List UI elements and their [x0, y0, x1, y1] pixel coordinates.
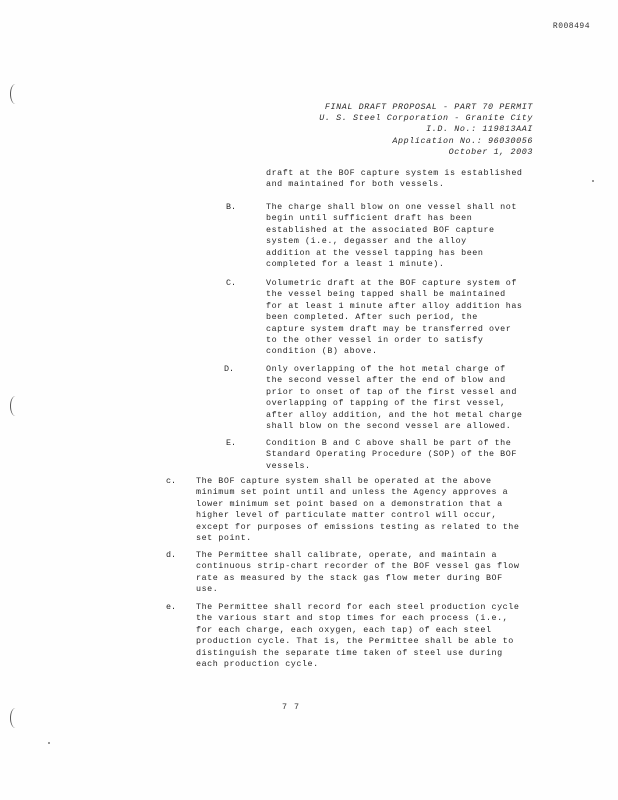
item-line: begin until sufficient draft has been: [266, 213, 473, 224]
main-item-line: set point.: [196, 533, 252, 544]
bates-number: R008494: [552, 22, 590, 31]
main-item-line: continuous strip-chart recorder of the BOF vessel gas flow: [196, 561, 520, 572]
main-item-c-paragraph: [196, 476, 526, 544]
item-line: shall blow on the second vessel are allowed.: [266, 421, 512, 432]
item-line: Only overlapping of the hot metal charge of: [266, 364, 506, 374]
item-line: The charge shall blow on one vessel shall not: [266, 202, 517, 212]
item-line: capture system draft may be transferred over: [266, 323, 512, 334]
item-line: for at least 1 minute after alloy addition has: [266, 300, 523, 311]
intro-line: and maintained for both vessels.: [266, 179, 445, 190]
main-item-line: lower minimum set point based on a demonstration that a: [196, 498, 503, 509]
header-line-5: October 1, 2003: [448, 146, 533, 157]
intro-paragraph: [266, 168, 534, 191]
main-item-line: the various start and stop times for each process (i.e.,: [196, 613, 509, 624]
main-item-line: The Permittee shall record for each steel production cycle: [196, 602, 520, 612]
intro-line: draft at the BOF capture system is established: [266, 168, 523, 178]
item-e-paragraph: [266, 438, 534, 472]
item-line: Volumetric draft at the BOF capture system of: [266, 278, 517, 288]
punch-hole-bottom: [10, 708, 21, 728]
permit-header: [319, 102, 533, 158]
header-line-1: FINAL DRAFT PROPOSAL - PART 70 PERMIT: [324, 102, 533, 112]
item-line: Condition B and C above shall be part of the: [266, 438, 512, 448]
item-line: after alloy addition, and the hot metal charge: [266, 409, 523, 420]
header-line-4: Application No.: 96030056: [392, 135, 533, 146]
header-line-3: I.D. No.: 119813AAI: [426, 124, 533, 135]
scan-speck: [48, 742, 50, 744]
item-marker-e: E.: [226, 438, 237, 448]
main-item-marker-e: e.: [166, 602, 177, 612]
main-item-d-paragraph: [196, 550, 526, 596]
main-item-line: The Permittee shall calibrate, operate, and maintain a: [196, 550, 498, 560]
main-item-marker-d: d.: [166, 550, 177, 560]
item-line: system (i.e., degasser and the alloy: [266, 236, 467, 247]
item-marker-c: C.: [226, 278, 237, 288]
item-line: addition at the vessel tapping has been: [266, 247, 484, 258]
header-line-2: U. S. Steel Corporation - Granite City: [319, 113, 533, 124]
main-item-line: each production cycle.: [196, 659, 319, 670]
main-item-marker-c: c.: [166, 476, 177, 486]
page-number: 7 7: [282, 702, 301, 712]
main-item-line: except for purposes of emissions testing as related to the: [196, 521, 520, 532]
item-line: completed for a least 1 minute).: [266, 259, 445, 270]
scan-speck: [592, 180, 594, 182]
main-item-line: production cycle. That is, the Permittee shall be able to: [196, 636, 514, 647]
main-item-line: minimum set point until and unless the Agency approves a: [196, 487, 509, 498]
item-b-paragraph: [266, 202, 534, 270]
main-item-line: distinguish the separate time taken of steel use during: [196, 647, 503, 658]
punch-hole-middle: [10, 396, 21, 416]
item-d-paragraph: [266, 364, 534, 432]
item-c-paragraph: [266, 278, 534, 358]
item-line: condition (B) above.: [266, 346, 378, 357]
item-marker-d: D.: [224, 364, 235, 374]
item-line: prior to onset of tap of the first vessel and: [266, 386, 517, 397]
item-line: vessels.: [266, 460, 311, 471]
main-item-line: higher level of particulate matter control will occur,: [196, 510, 498, 521]
main-item-e-paragraph: [196, 602, 526, 670]
item-line: the vessel being tapped shall be maintained: [266, 289, 506, 300]
item-line: to the other vessel in order to satisfy: [266, 335, 484, 346]
punch-hole-top: [10, 84, 21, 104]
item-line: established at the associated BOF capture: [266, 224, 495, 235]
item-line: been completed. After such period, the: [266, 312, 478, 323]
main-item-line: The BOF capture system shall be operated at the above: [196, 476, 492, 486]
item-line: overlapping of tapping of the first vessel,: [266, 398, 506, 409]
item-line: Standard Operating Procedure (SOP) of the BOF: [266, 449, 517, 460]
main-item-line: rate as measured by the stack gas flow meter during BOF: [196, 572, 503, 583]
item-line: the second vessel after the end of blow and: [266, 375, 506, 386]
main-item-line: use.: [196, 584, 219, 595]
main-item-line: for each charge, each oxygen, each tap) of each steel: [196, 624, 492, 635]
item-marker-b: B.: [226, 202, 237, 212]
